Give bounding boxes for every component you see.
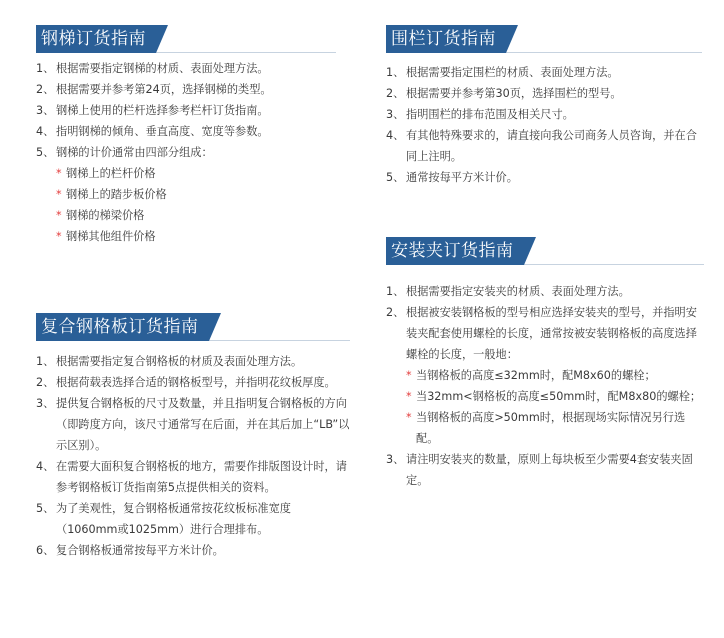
clamp-guide-list-continued xyxy=(386,449,704,491)
sub-item-text: 当钢格板的高度>50mm时，根据现场实际情况另行选配。 xyxy=(416,411,686,445)
clamp-guide-header xyxy=(386,237,704,265)
list-item xyxy=(36,121,336,142)
list-item xyxy=(386,104,702,125)
asterisk-icon: * xyxy=(406,390,412,403)
header-slant-shape xyxy=(524,237,536,265)
list-item xyxy=(386,83,702,104)
list-item xyxy=(36,393,350,456)
item-number: 1、 xyxy=(386,66,405,79)
fence-guide-section xyxy=(386,25,702,188)
list-item xyxy=(36,142,336,163)
sub-item-text: 钢梯的梯梁价格 xyxy=(66,209,145,222)
composite-grating-guide-header xyxy=(36,313,350,341)
asterisk-icon: * xyxy=(406,369,412,382)
item-text: 指明围栏的排布范围及相关尺寸。 xyxy=(406,108,574,121)
clamp-guide-section xyxy=(386,237,704,491)
composite-grating-guide-section xyxy=(36,313,350,561)
ladder-guide-list xyxy=(36,58,336,163)
list-item xyxy=(386,449,704,491)
header-slant-shape xyxy=(156,25,168,53)
sub-item xyxy=(56,226,336,247)
item-number: 1、 xyxy=(36,355,55,368)
item-number: 6、 xyxy=(36,544,55,557)
item-text: 根据需要指定围栏的材质、表面处理方法。 xyxy=(406,66,619,79)
sub-item xyxy=(56,163,336,184)
asterisk-icon: * xyxy=(56,188,62,201)
list-item xyxy=(36,540,350,561)
item-text: 钢梯的计价通常由四部分组成： xyxy=(56,146,213,159)
list-item xyxy=(386,125,702,167)
header-slant-shape xyxy=(506,25,518,53)
item-text: 根据需要指定安装夹的材质、表面处理方法。 xyxy=(406,285,630,298)
list-item xyxy=(36,351,350,372)
item-text: 有其他特殊要求的，请直接向我公司商务人员咨询，并在合同上注明。 xyxy=(406,129,697,163)
item-text: 复合钢格板通常按每平方米计价。 xyxy=(56,544,224,557)
item-text: 在需要大面积复合钢格板的地方，需要作排版图设计时，请参考钢格板订货指南第5点提供相关的资料。 xyxy=(56,460,347,494)
asterisk-icon: * xyxy=(56,230,62,243)
item-text: 根据需要指定复合钢格板的材质及表面处理方法。 xyxy=(56,355,303,368)
item-text: 根据需要指定钢梯的材质、表面处理方法。 xyxy=(56,62,269,75)
sub-item-text: 当32mm<钢格板的高度≤50mm时，配M8x80的螺栓； xyxy=(416,390,702,403)
list-item xyxy=(386,302,704,365)
asterisk-icon: * xyxy=(56,209,62,222)
list-item xyxy=(36,456,350,498)
sub-item xyxy=(406,365,704,386)
list-item xyxy=(36,372,350,393)
ladder-guide-section xyxy=(36,25,336,247)
item-number: 3、 xyxy=(36,397,55,410)
composite-grating-guide-list xyxy=(36,351,350,561)
composite-grating-guide-title: 复合钢格板订货指南 xyxy=(36,313,209,341)
sub-item-text: 钢梯上的踏步板价格 xyxy=(66,188,167,201)
item-number: 5、 xyxy=(386,171,405,184)
ladder-guide-header xyxy=(36,25,336,53)
item-text: 指明钢梯的倾角、垂直高度、宽度等参数。 xyxy=(56,125,269,138)
item-number: 1、 xyxy=(386,285,405,298)
item-text: 钢梯上使用的栏杆选择参考栏杆订货指南。 xyxy=(56,104,269,117)
item-number: 2、 xyxy=(386,306,405,319)
sub-item xyxy=(56,184,336,205)
asterisk-icon: * xyxy=(406,411,412,424)
item-text: 根据需要并参考第30页，选择围栏的型号。 xyxy=(406,87,622,100)
fence-guide-title: 围栏订货指南 xyxy=(386,25,506,53)
list-item xyxy=(386,167,702,188)
item-number: 3、 xyxy=(386,453,405,466)
item-number: 5、 xyxy=(36,146,55,159)
item-number: 3、 xyxy=(36,104,55,117)
item-number: 4、 xyxy=(386,129,405,142)
list-item xyxy=(36,100,336,121)
item-number: 2、 xyxy=(36,83,55,96)
list-item xyxy=(36,498,350,540)
sub-item-text: 钢梯上的栏杆价格 xyxy=(66,167,156,180)
item-text: 提供复合钢格板的尺寸及数量，并且指明复合钢格板的方向（即跨度方向，该尺寸通常写在后面，并在其后加上“LB”以示区别）。 xyxy=(56,397,350,452)
sub-item xyxy=(56,205,336,226)
item-number: 5、 xyxy=(36,502,55,515)
fence-guide-header xyxy=(386,25,702,53)
sub-item-text: 当钢格板的高度≤32mm时，配M8x60的螺栓； xyxy=(416,369,656,382)
clamp-guide-title: 安装夹订货指南 xyxy=(386,237,524,265)
sub-item xyxy=(406,386,704,407)
item-number: 4、 xyxy=(36,125,55,138)
item-number: 3、 xyxy=(386,108,405,121)
bolt-length-rules xyxy=(406,365,704,449)
item-text: 根据被安装钢格板的型号相应选择安装夹的型号，并指明安装夹配套使用螺栓的长度，通常按被安装钢格板的高度选择螺栓的长度，一般地： xyxy=(406,306,697,361)
list-item xyxy=(386,281,704,302)
item-text: 请注明安装夹的数量，原则上每块板至少需要4套安装夹固定。 xyxy=(406,453,693,487)
list-item xyxy=(36,79,336,100)
item-number: 4、 xyxy=(36,460,55,473)
fence-guide-list xyxy=(386,62,702,188)
asterisk-icon: * xyxy=(56,167,62,180)
list-item xyxy=(36,58,336,79)
item-text: 通常按每平方米计价。 xyxy=(406,171,518,184)
ladder-price-components xyxy=(56,163,336,247)
item-number: 1、 xyxy=(36,62,55,75)
item-text: 根据荷载表选择合适的钢格板型号，并指明花纹板厚度。 xyxy=(56,376,336,389)
item-text: 根据需要并参考第24页，选择钢梯的类型。 xyxy=(56,83,272,96)
ladder-guide-title: 钢梯订货指南 xyxy=(36,25,156,53)
item-number: 2、 xyxy=(386,87,405,100)
sub-item xyxy=(406,407,704,449)
sub-item-text: 钢梯其他组件价格 xyxy=(66,230,156,243)
item-number: 2、 xyxy=(36,376,55,389)
item-text: 为了美观性，复合钢格板通常按花纹板标准宽度（1060mm或1025mm）进行合理排布。 xyxy=(56,502,291,536)
list-item xyxy=(386,62,702,83)
clamp-guide-list xyxy=(386,281,704,365)
header-slant-shape xyxy=(209,313,221,341)
